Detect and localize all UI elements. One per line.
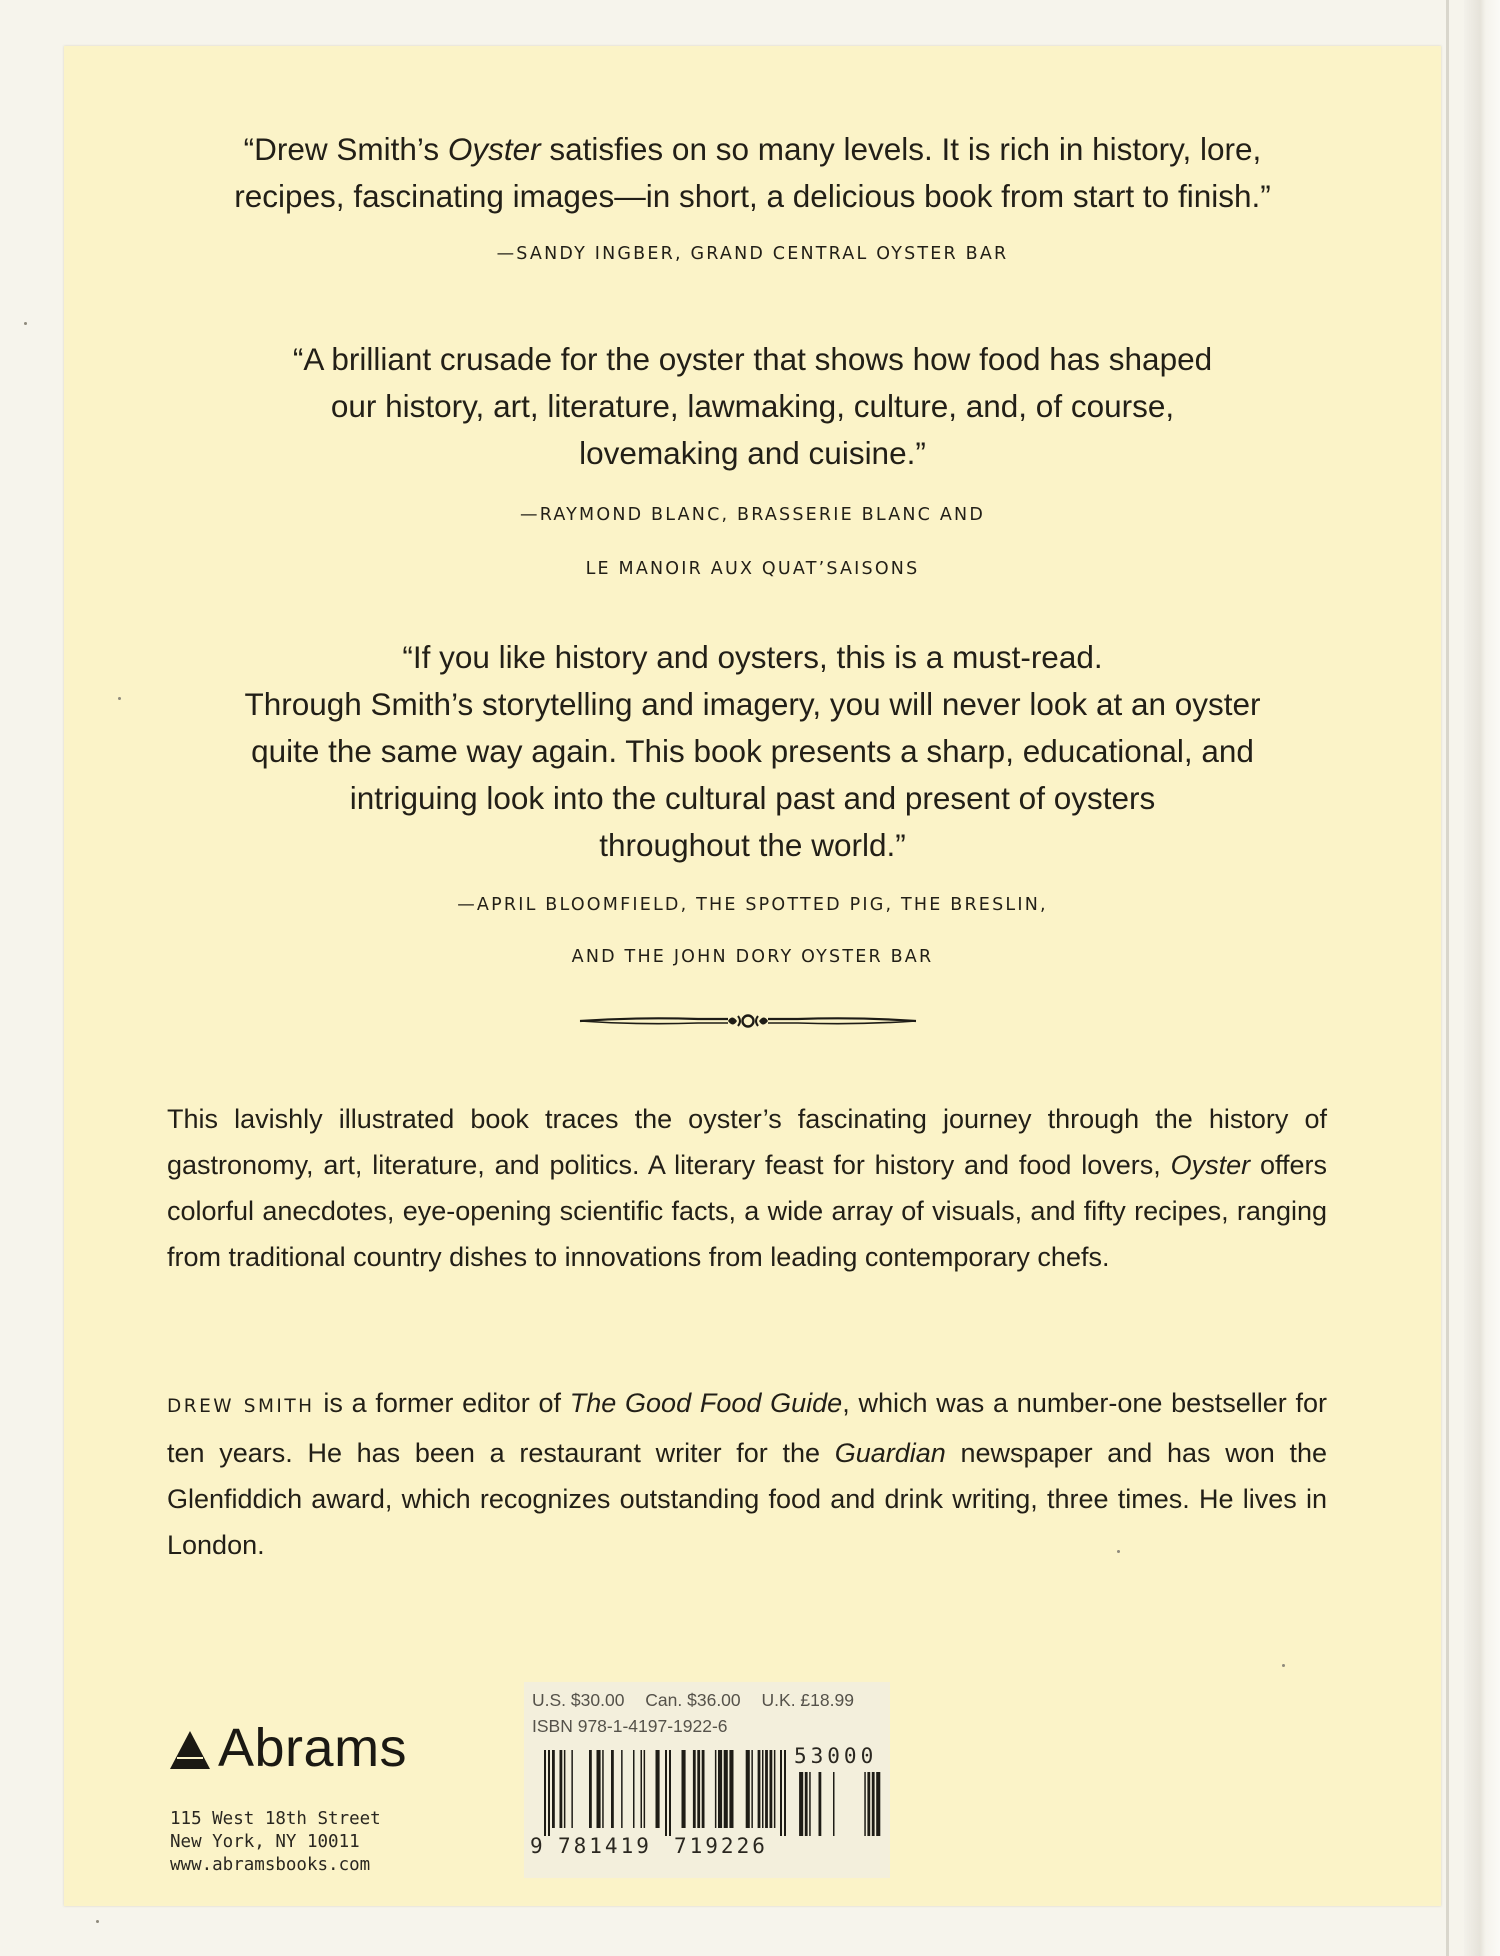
barcode-bar [729, 1750, 733, 1828]
barcode-bar [867, 1772, 870, 1836]
barcode-digit-group-left: 781419 [558, 1834, 652, 1858]
scan-speck [118, 697, 121, 700]
barcode-bar [693, 1750, 696, 1828]
price-us: U.S. $30.00 [532, 1690, 625, 1710]
endorsement-attribution: —RAYMOND BLANC, BRASSERIE BLANC AND [520, 505, 985, 525]
endorsement-attribution: LE MANOIR AUX QUAT’SAISONS [585, 559, 920, 579]
barcode-bar [589, 1750, 592, 1828]
barcode-bar [751, 1750, 753, 1828]
barcode-bar [774, 1750, 776, 1828]
scan-speck [96, 1920, 99, 1923]
barcode-bar [762, 1750, 764, 1828]
barcode-bar [805, 1772, 808, 1836]
scan-speck [1282, 1664, 1285, 1667]
author-bio: DREW SMITH is a former editor of The Good Food Guide, which was a number-one bestseller for ten years. He has been a restaurant writer for the Guardian newspaper and has won the Glenfiddich award, which recognizes outstanding food and drink writing, three times. He lives in London. [167, 1388, 1327, 1560]
barcode-guard-bar [784, 1750, 786, 1836]
barcode-bar [697, 1750, 700, 1828]
barcode-bar [621, 1750, 623, 1828]
barcode-bar [718, 1750, 722, 1828]
barcode-bar [644, 1750, 646, 1828]
barcode-bar [809, 1772, 811, 1836]
endorsement-1 [64, 126, 1441, 270]
barcode-bar [864, 1772, 866, 1836]
price-isbn-sticker [524, 1682, 890, 1878]
endorsement-3 [64, 634, 1441, 973]
barcode-bar [770, 1750, 773, 1828]
barcode-digit-group-right: 719226 [674, 1834, 768, 1858]
price-uk: U.K. £18.99 [761, 1690, 854, 1710]
barcode-bar [682, 1750, 686, 1828]
quote-line: recipes, fascinating images—in short, a delicious book from start to finish.” [234, 178, 1271, 214]
quote-line: throughout the world.” [599, 827, 906, 863]
endorsement-attribution: —SANDY INGBER, GRAND CENTRAL OYSTER BAR [496, 244, 1009, 264]
barcode-bar [702, 1750, 705, 1828]
barcode-bar [597, 1750, 601, 1828]
page-edge-line [1446, 0, 1449, 1956]
quote-line: “A brilliant crusade for the oyster that shows how food has shaped [292, 341, 1213, 377]
quote-line: “Drew Smith’s Oyster satisfies on so many levels. It is rich in history, lore, [243, 131, 1262, 167]
barcode-bar [564, 1750, 566, 1828]
publisher-address [170, 1808, 381, 1877]
publisher-name: Abrams [218, 1718, 408, 1778]
barcode-bar [724, 1750, 728, 1828]
barcode-bar [571, 1750, 573, 1828]
book-back-cover [64, 46, 1441, 1906]
barcode-bar [876, 1772, 880, 1836]
barcode-bar [633, 1750, 635, 1828]
barcode-guard-bar [780, 1750, 782, 1836]
address-website: www.abramsbooks.com [170, 1855, 371, 1875]
barcode-bar [765, 1750, 768, 1828]
book-description: This lavishly illustrated book traces the oyster’s fascinating journey through the history of gastronomy, art, literature, and politics. A literary feast for history and food lovers, Oyster offers colorful anecdotes, eye-opening scientific facts, a wide array of visuals, and fifty recipes, ranging from traditional country dishes to innovations from leading contemporary chefs. [167, 1104, 1328, 1272]
barcode-addon-digits: 53000 [794, 1744, 878, 1768]
quote-line: intriguing look into the cultural past and present of oysters [349, 780, 1156, 816]
scan-speck [24, 322, 27, 325]
publisher-logo [168, 1718, 407, 1778]
ornament-divider [578, 1006, 918, 1036]
scan-speck [1117, 1550, 1120, 1553]
barcode-guard-bar [544, 1750, 546, 1836]
barcode-bar [656, 1750, 660, 1828]
barcode-bar [560, 1750, 563, 1828]
barcode-bar [799, 1772, 803, 1836]
barcode-digit-lead: 9 [530, 1834, 543, 1858]
price-list [532, 1690, 870, 1711]
barcode-bar [641, 1750, 643, 1828]
barcode-bar [611, 1750, 614, 1828]
triangle-logo-icon [168, 1728, 212, 1772]
price-can: Can. $36.00 [645, 1690, 741, 1710]
endorsement-attribution: AND THE JOHN DORY OYSTER BAR [571, 947, 934, 967]
barcode-bar [872, 1772, 875, 1836]
barcode-bar [819, 1772, 822, 1836]
page-edge-shadow [1464, 0, 1500, 1956]
barcode-bar [758, 1750, 761, 1828]
quote-line: Through Smith’s storytelling and imagery, you will never look at an oyster [244, 686, 1261, 722]
quote-line: quite the same way again. This book presents a sharp, educational, and [251, 733, 1254, 769]
author-name: DREW SMITH [167, 1396, 315, 1417]
endorsement-2 [64, 336, 1441, 585]
quote-line: “If you like history and oysters, this is a must-read. [402, 639, 1103, 675]
endorsement-attribution: —APRIL BLOOMFIELD, THE SPOTTED PIG, THE BRESLIN, [457, 895, 1048, 915]
barcode-bar [833, 1772, 835, 1836]
address-city: New York, NY 10011 [170, 1832, 360, 1852]
quote-line: lovemaking and cuisine.” [579, 435, 926, 471]
isbn-number: ISBN 978-1-4197-1922-6 [532, 1716, 728, 1736]
barcode-bar [602, 1750, 604, 1828]
barcode-bar [552, 1750, 555, 1828]
address-street: 115 West 18th Street [170, 1809, 381, 1829]
barcode-guard-bar [669, 1750, 671, 1836]
barcode-guard-bar [665, 1750, 667, 1836]
barcode-bar [715, 1750, 717, 1828]
quote-line: our history, art, literature, lawmaking, culture, and, of course, [330, 388, 1175, 424]
barcode-bar [746, 1750, 750, 1828]
barcode-guard-bar [548, 1750, 550, 1836]
